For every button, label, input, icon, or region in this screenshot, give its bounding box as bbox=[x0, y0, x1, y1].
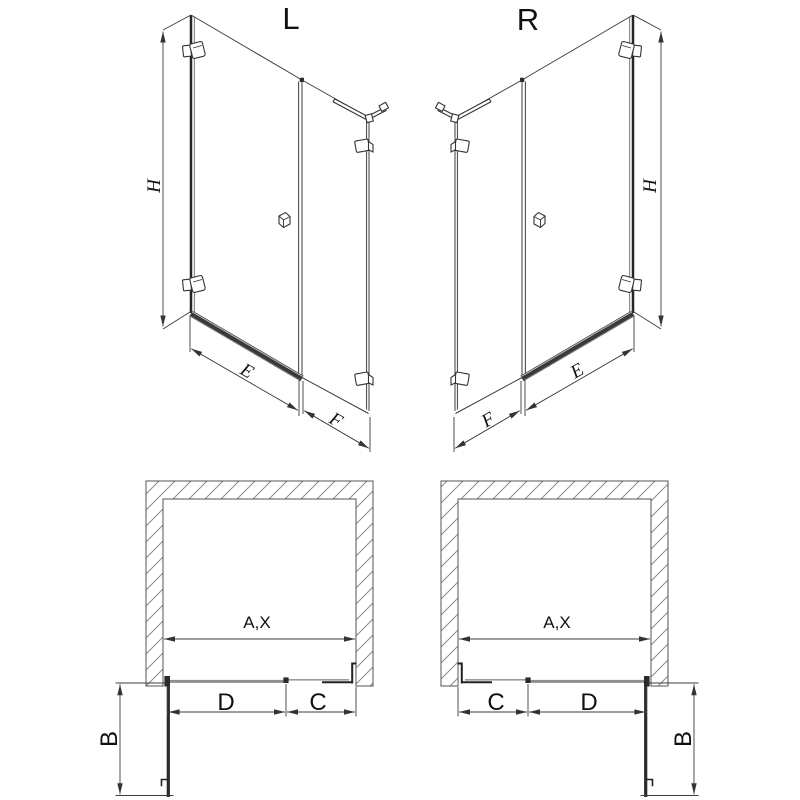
plan-view-right bbox=[441, 481, 699, 797]
perspective-right-geometry bbox=[436, 15, 661, 452]
wall-section-hatched bbox=[441, 481, 668, 686]
height-dim-label: H bbox=[144, 179, 165, 193]
door-width-dim-label: E bbox=[566, 359, 588, 384]
door-dim-label: D bbox=[580, 689, 598, 716]
view-title-left: L bbox=[282, 1, 300, 36]
opening-width-dim-label: A,X bbox=[543, 613, 571, 632]
panel-width-dim-label: F bbox=[477, 408, 499, 433]
opening-width-dim-label: A,X bbox=[243, 613, 271, 632]
plan-view-left bbox=[96, 481, 373, 797]
door-width-dim-label: E bbox=[236, 359, 258, 384]
perspective-view-left bbox=[144, 1, 388, 452]
panel-width-dim-label: F bbox=[325, 408, 347, 433]
wall-section-hatched bbox=[146, 481, 373, 686]
view-title-right: R bbox=[516, 2, 540, 37]
fixed-panel-dim-label: C bbox=[309, 689, 327, 716]
door-dim-label: D bbox=[217, 689, 235, 716]
perspective-view-right bbox=[436, 2, 661, 452]
door-swing-dim-label: B bbox=[96, 730, 123, 748]
door-swing-dim-label: B bbox=[670, 730, 697, 748]
fixed-panel-dim-label: C bbox=[487, 689, 505, 716]
height-dim-label: H bbox=[640, 179, 661, 193]
